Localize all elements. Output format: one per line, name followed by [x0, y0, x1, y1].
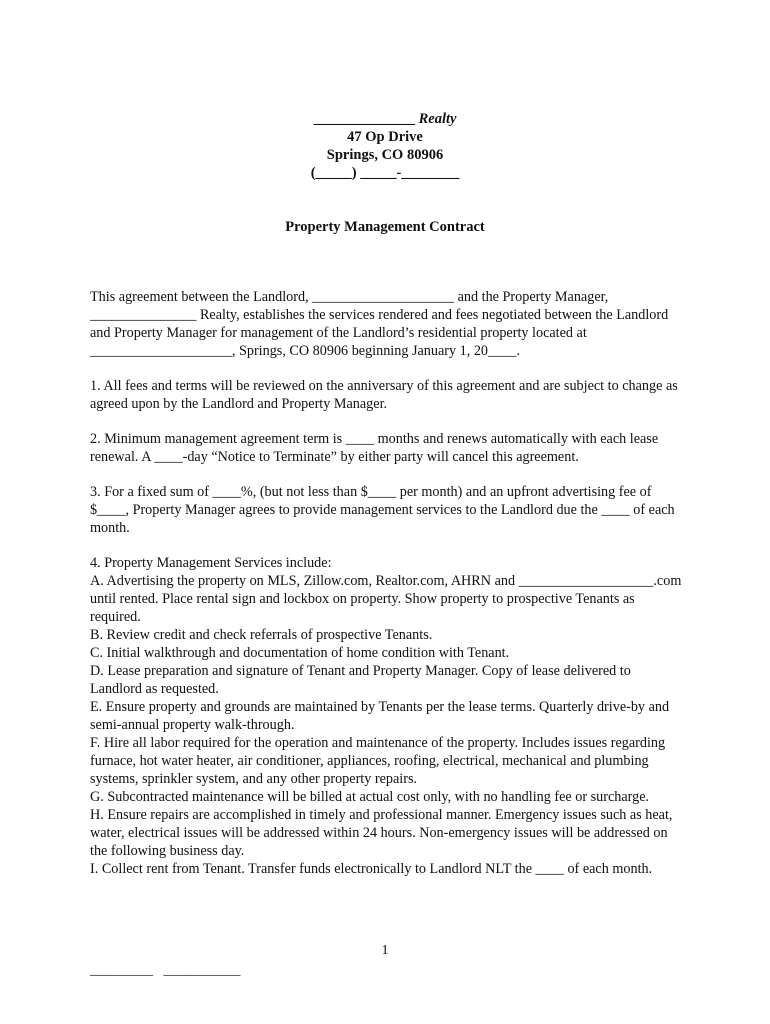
company-name-line — [0, 110, 770, 128]
page-number: 1 — [381, 943, 389, 958]
service-item-d: D. Lease preparation and signature of Tenant and Property Manager. Copy of lease delivered to Landlord as requested. — [90, 663, 631, 697]
document-title: Property Management Contract — [285, 219, 485, 235]
contract-body — [90, 288, 686, 878]
initials-lines: _________ ___________ — [90, 963, 241, 978]
company-city: Springs, CO 80906 — [326, 147, 444, 163]
company-phone: (_____) _____-________ — [310, 165, 460, 181]
service-item-b: B. Review credit and check referrals of prospective Tenants. — [90, 627, 433, 643]
clause-1: 1. All fees and terms will be reviewed on the anniversary of this agreement and are subject to change as agreed upon by the Landlord and Property Manager. — [90, 378, 678, 412]
clause-2: 2. Minimum management agreement term is ____ months and renews automatically with each lease renewal. A ____-day “Notice to Terminate” by either party will cancel this agreement. — [90, 431, 659, 465]
clause-3: 3. For a fixed sum of ____%, (but not less than $____ per month) and an upfront advertising fee of $____, Property Manager agrees to provide management services to the Landlord due the ____ of each month. — [90, 484, 675, 536]
service-item-c: C. Initial walkthrough and documentation of home condition with Tenant. — [90, 645, 510, 661]
service-item-e: E. Ensure property and grounds are maintained by Tenants per the lease terms. Quarterly drive-by and semi-annual property walk-through. — [90, 699, 670, 733]
service-item-f: F. Hire all labor required for the operation and maintenance of the property. Includes issues regarding furnace, hot water heater, air conditioner, appliances, roofing, electrical, mechanical and plumbing systems, sprinkler system, and any other property repairs. — [90, 735, 666, 787]
company-name-blank: ______________ — [313, 111, 415, 127]
service-item-h: H. Ensure repairs are accomplished in timely and professional manner. Emergency issues such as heat, water, electrical issues will be addressed within 24 hours. Non-emergency issues will be addressed on the following business day. — [90, 807, 673, 859]
service-item-i: I. Collect rent from Tenant. Transfer funds electronically to Landlord NLT the ____ of each month. — [90, 861, 653, 877]
company-address: 47 Op Drive — [347, 129, 423, 145]
intro-paragraph: This agreement between the Landlord, ____________________ and the Property Manager, _______________ Realty, establishes the services rendered and fees negotiated between the Landlord and Property Manager for management of the Landlord’s residential property located at ____________________, Springs, CO 80906 beginning January 1, 20____. — [90, 289, 669, 359]
company-realty-label: Realty — [418, 111, 457, 127]
service-item-g: G. Subcontracted maintenance will be billed at actual cost only, with no handling fee or surcharge. — [90, 789, 650, 805]
services-section — [90, 554, 686, 878]
service-item-a: A. Advertising the property on MLS, Zillow.com, Realtor.com, AHRN and ___________________.com until rented. Place rental sign and lockbox on property. Show property to prospective Tenants as required. — [90, 573, 682, 625]
services-heading: 4. Property Management Services include: — [90, 555, 332, 571]
letterhead — [0, 110, 770, 182]
